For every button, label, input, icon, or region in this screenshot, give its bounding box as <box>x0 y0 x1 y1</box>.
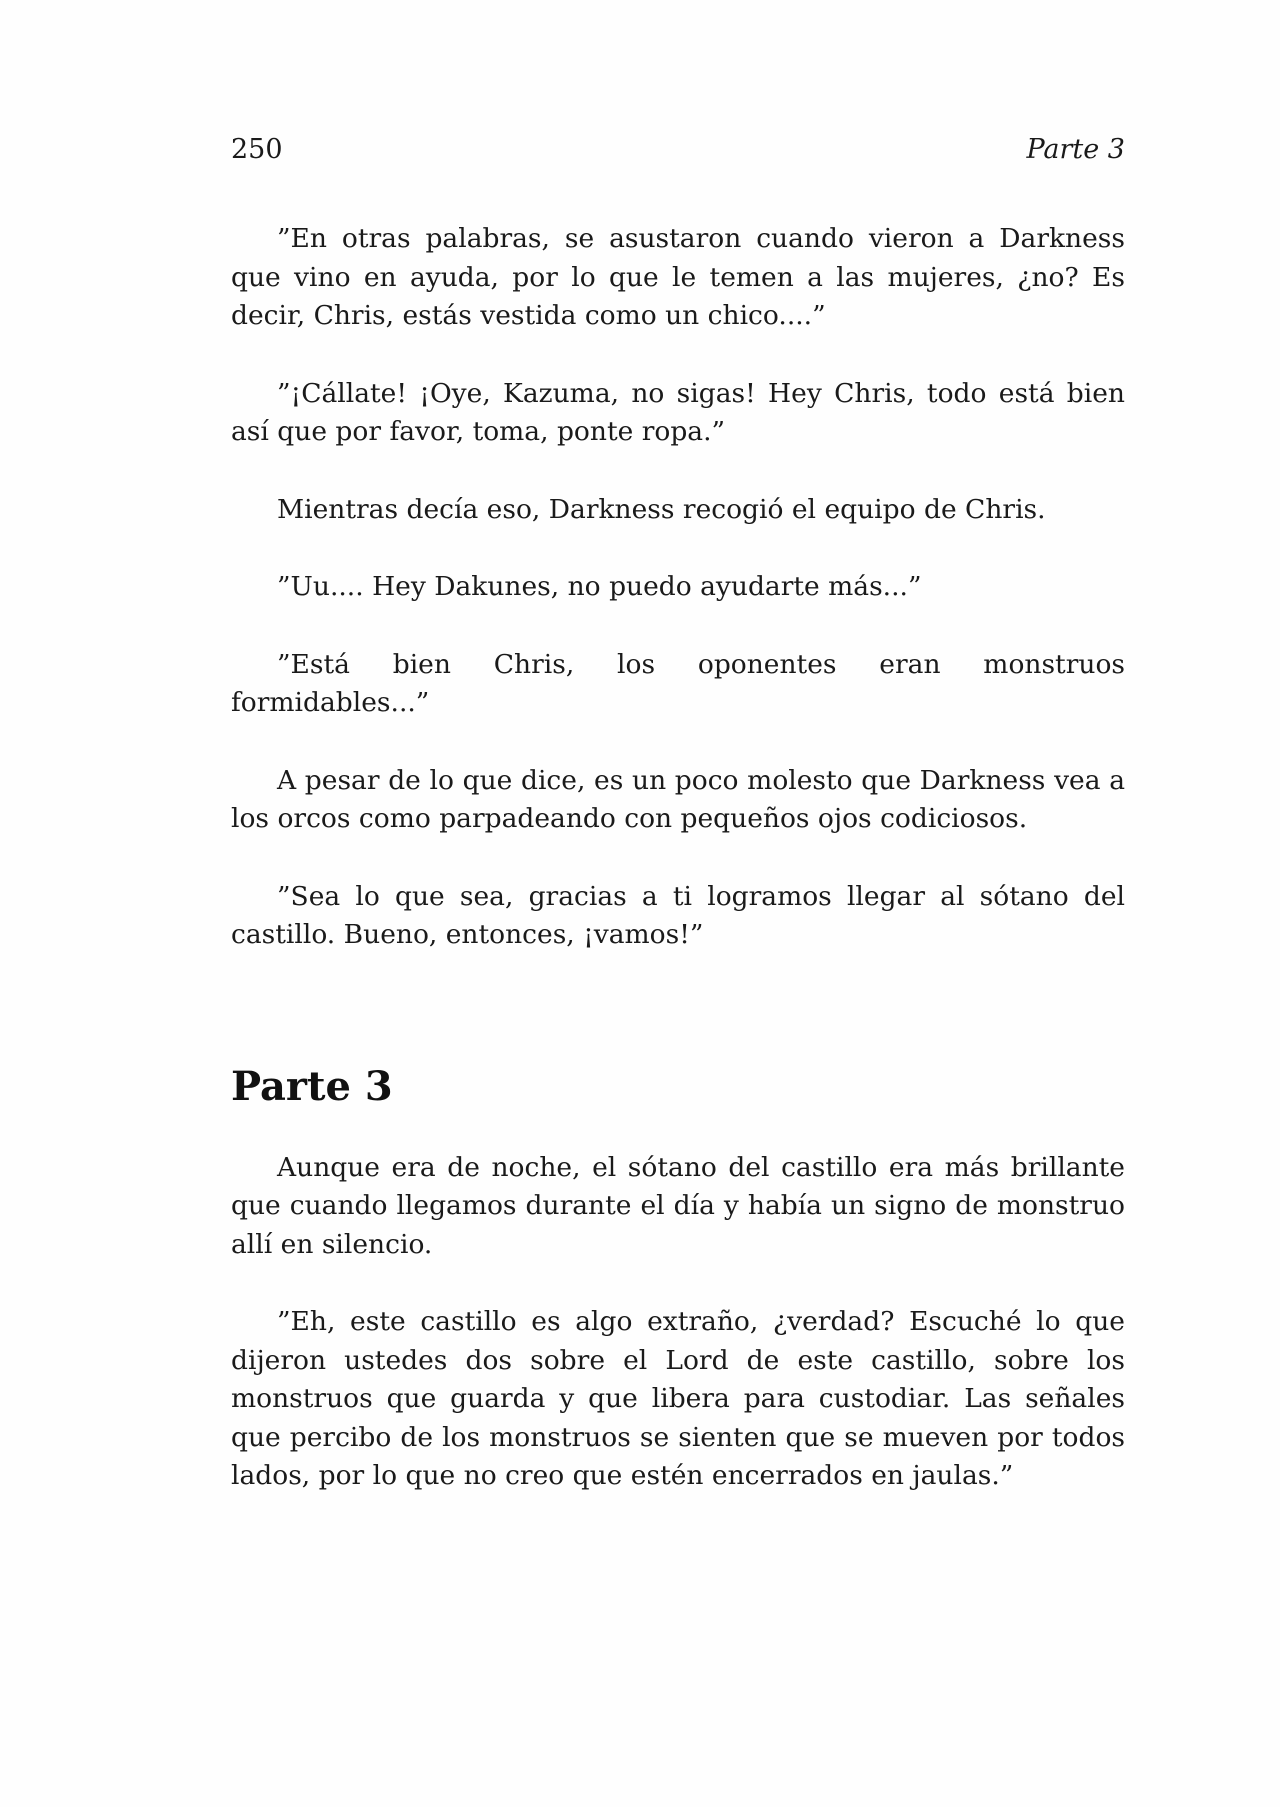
running-header <box>231 132 1125 168</box>
running-title: Parte 3 <box>1026 134 1125 165</box>
paragraph: ”Sea lo que sea, gracias a ti logramos llegar al sótano del castillo. Bueno, entonces, ¡vamos!” <box>231 880 1125 950</box>
paragraph: Aunque era de noche, el sótano del castillo era más brillante que cuando llegamos durante el día y había un signo de monstruo allí en silencio. <box>231 1151 1125 1260</box>
section-heading: Parte 3 <box>231 1062 393 1110</box>
paragraph: ”Uu.... Hey Dakunes, no puedo ayudarte más...” <box>277 571 922 602</box>
paragraph: ”Está bien Chris, los oponentes eran monstruos formidables...” <box>231 648 1125 718</box>
paragraph: ”En otras palabras, se asustaron cuando vieron a Darkness que vino en ayuda, por lo que le temen a las mujeres, ¿no? Es decir, Chris, estás vestida como un chico....” <box>231 223 1125 331</box>
page-number: 250 <box>231 134 283 165</box>
paragraph: A pesar de lo que dice, es un poco molesto que Darkness vea a los orcos como parpadeando con pequeños ojos codiciosos. <box>231 764 1125 834</box>
paragraph: Mientras decía eso, Darkness recogió el equipo de Chris. <box>277 493 1046 525</box>
paragraph: ”¡Cállate! ¡Oye, Kazuma, no sigas! Hey Chris, todo está bien así que por favor, toma, ponte ropa.” <box>231 377 1125 447</box>
body-text <box>231 220 1125 1535</box>
paragraph: ”Eh, este castillo es algo extraño, ¿verdad? Escuché lo que dijeron ustedes dos sobre el Lord de este castillo, sobre los monstruos que guarda y que libera para custodiar. Las señales que percibo de los monstruos se sienten que se mueven por todos lados, por lo que no creo que estén encerrados en jaulas.” <box>231 1306 1125 1491</box>
